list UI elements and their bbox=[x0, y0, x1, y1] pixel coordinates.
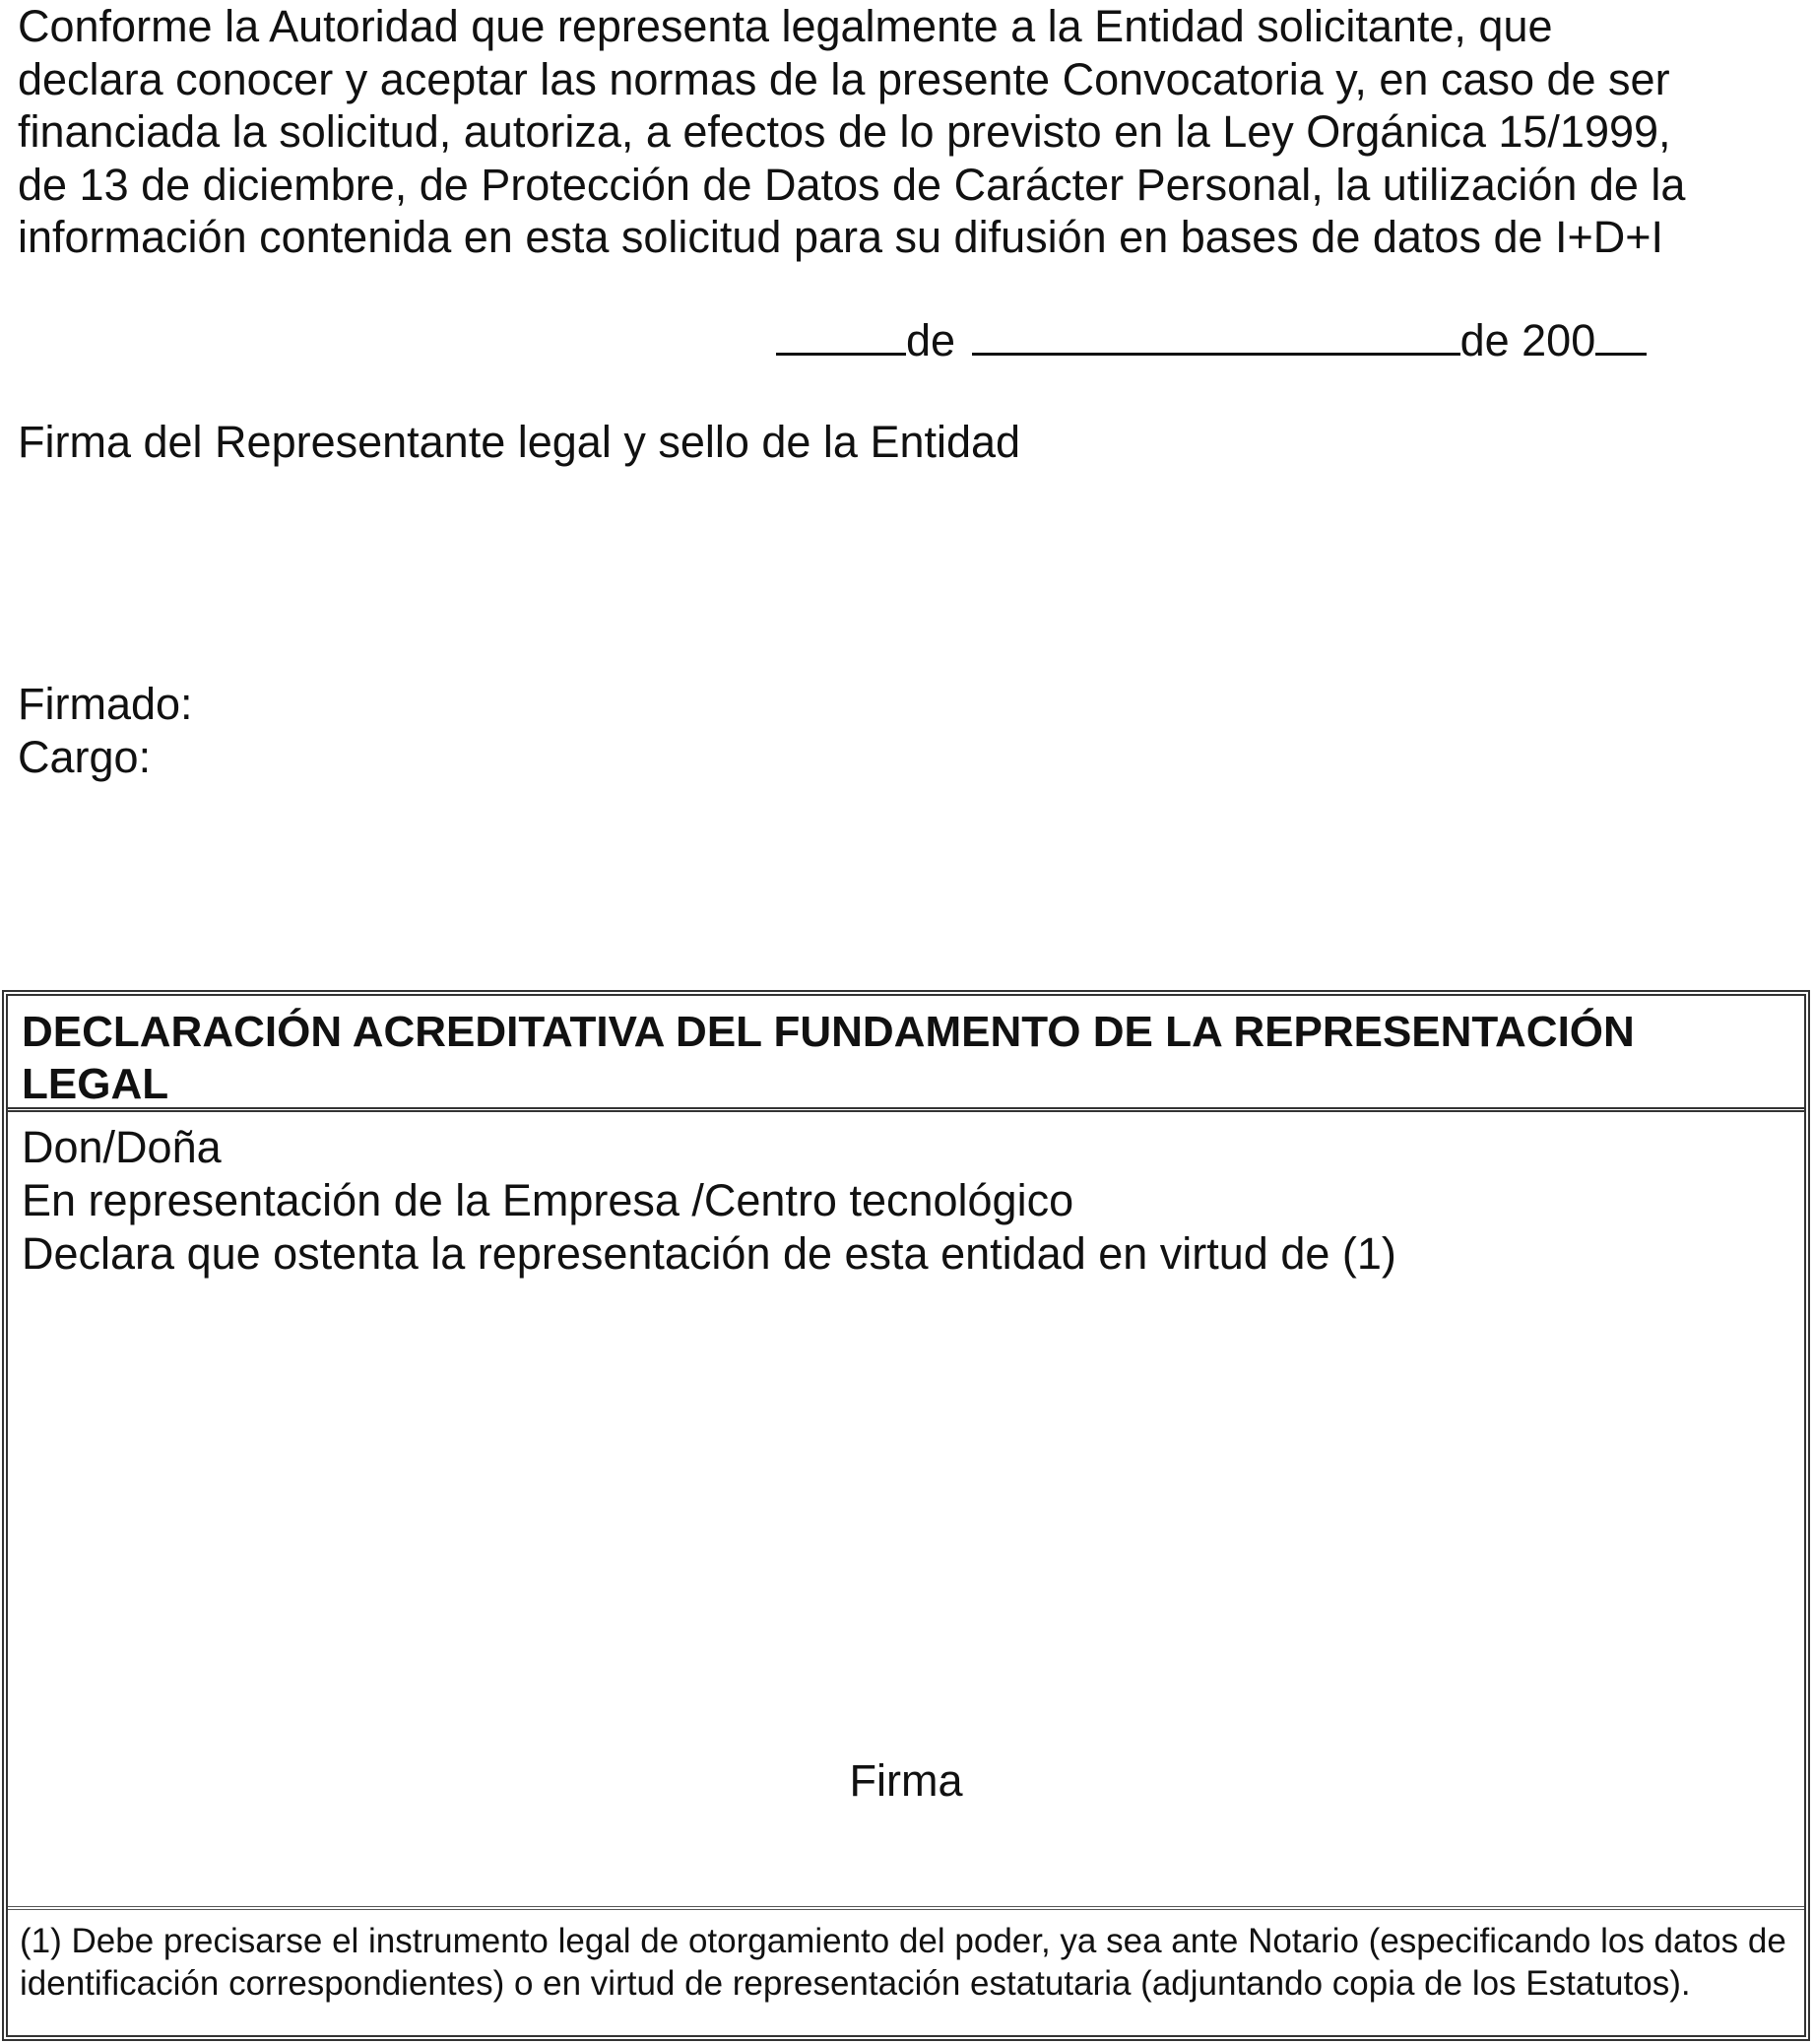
signed-label: Firmado: bbox=[18, 679, 193, 729]
day-blank[interactable] bbox=[776, 311, 906, 356]
declaration-box-title: DECLARACIÓN ACREDITATIVA DEL FUNDAMENTO DE LA REPRESENTACIÓN LEGAL bbox=[8, 996, 1804, 1112]
date-word-de: de bbox=[906, 315, 956, 365]
year-blank[interactable] bbox=[1595, 311, 1647, 356]
representing-field-label: En representación de la Empresa /Centro tecnológico bbox=[22, 1175, 1074, 1225]
position-label: Cargo: bbox=[18, 732, 152, 782]
signature-caption: Firma del Representante legal y sello de la Entidad bbox=[18, 417, 1021, 467]
date-line bbox=[776, 311, 1647, 366]
footnote: (1) Debe precisarse el instrumento legal de otorgamiento del poder, ya sea ante Notario (especificando los datos de identificación correspondientes) o en virtud de representación estatutaria (adjuntando copia de los Estatutos). bbox=[8, 1906, 1804, 2041]
declares-field-label: Declara que ostenta la representación de esta entidad en virtud de (1) bbox=[22, 1228, 1396, 1279]
signature-label: Firma bbox=[849, 1755, 963, 1806]
date-year-prefix: de 200 bbox=[1459, 315, 1596, 365]
name-field-label: Don/Doña bbox=[22, 1122, 222, 1172]
month-blank[interactable] bbox=[972, 311, 1460, 356]
representation-declaration-box bbox=[2, 990, 1810, 2041]
authorization-paragraph: Conforme la Autoridad que representa legalmente a la Entidad solicitante, que declara conocer y aceptar las normas de la presente Convocatoria y, en caso de ser financiada la solicitud, autoriza, a efectos de lo previsto en la Ley Orgánica 15/1999, de 13 de diciembre, de Protección de Datos de Carácter Personal, la utilización de la información contenida en esta solicitud para su difusión en bases de datos de I+D+I bbox=[18, 1, 1686, 262]
